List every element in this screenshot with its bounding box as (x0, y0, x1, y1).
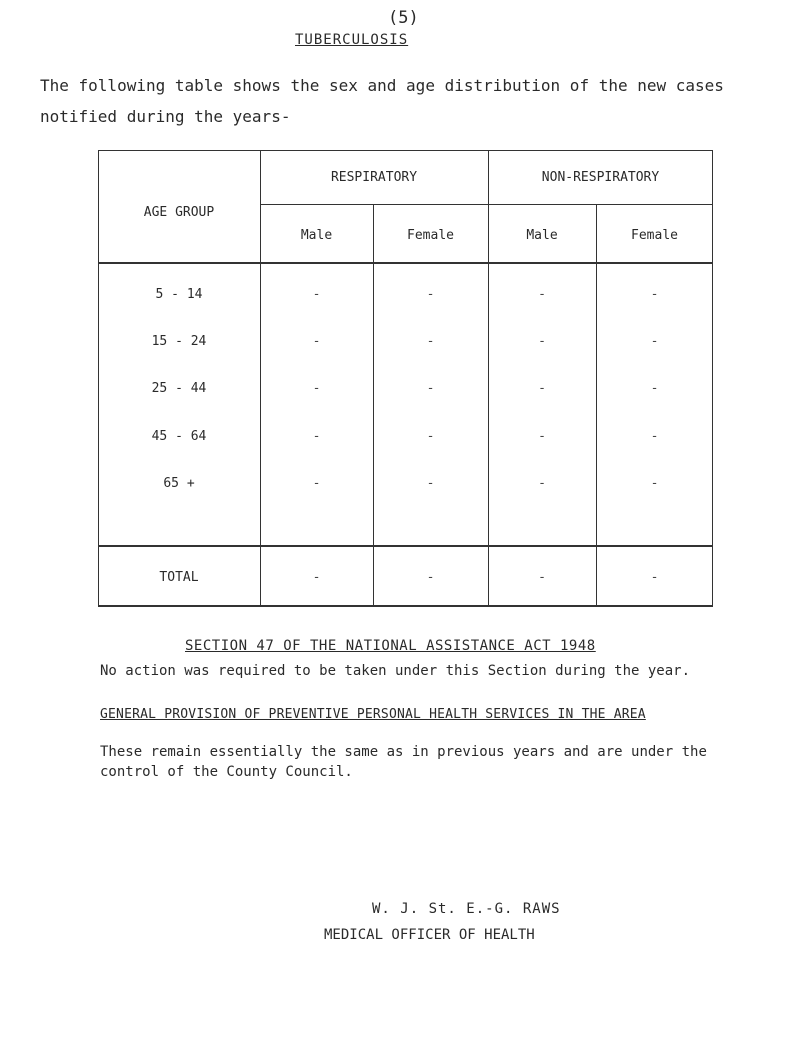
table-cell: - (312, 287, 321, 302)
total-top-line (98, 545, 713, 547)
page-number: (5) (388, 8, 419, 28)
table-cell: - (312, 476, 321, 491)
signature-title: MEDICAL OFFICER OF HEALTH (324, 927, 535, 943)
table-cell: - (650, 334, 659, 349)
table-cell: - (650, 476, 659, 491)
resp-female-header: Female (407, 228, 454, 243)
non-respiratory-header: NON-RESPIRATORY (541, 170, 660, 185)
table-cell: - (650, 381, 659, 396)
header-mid-line (260, 204, 713, 205)
table-cell: - (312, 381, 321, 396)
respiratory-header: RESPIRATORY (330, 170, 418, 185)
table-cell: - (426, 334, 435, 349)
total-cell: - (312, 570, 321, 585)
total-cell: - (538, 570, 546, 585)
header-bottom-line (98, 262, 713, 264)
age-row-label: 15 - 24 (151, 334, 207, 349)
table-cell: - (426, 429, 435, 444)
age-group-header: AGE GROUP (143, 205, 215, 220)
total-cell: - (650, 570, 659, 585)
age-row-label: 25 - 44 (151, 381, 207, 396)
table-cell: - (312, 429, 321, 444)
col-divider-4 (596, 204, 597, 606)
table-cell: - (650, 287, 659, 302)
col-divider-2 (373, 204, 374, 606)
table-cell: - (650, 429, 659, 444)
table-cell: - (538, 429, 546, 444)
general-provision-title: GENERAL PROVISION OF PREVENTIVE PERSONAL HEALTH SERVICES IN THE AREA (100, 707, 646, 722)
section47-title: SECTION 47 OF THE NATIONAL ASSISTANCE ACT 1948 (185, 638, 596, 654)
table-cell: - (538, 381, 546, 396)
table-border-right (712, 150, 713, 606)
intro-paragraph: The following table shows the sex and age distribution of the new cases notified during the years- (40, 76, 724, 126)
age-row-label: 5 - 14 (155, 287, 203, 302)
table-cell: - (426, 476, 435, 491)
table-border-bottom (98, 605, 713, 607)
col-divider-1 (260, 150, 261, 606)
section47-body: No action was required to be taken under this Section during the year. (100, 663, 691, 679)
page-heading: TUBERCULOSIS (295, 32, 409, 48)
table-cell: - (426, 287, 435, 302)
tuberculosis-table (98, 150, 713, 606)
col-divider-3 (488, 150, 489, 606)
nonresp-male-header: Male (526, 228, 558, 243)
table-cell: - (538, 334, 546, 349)
total-cell: - (426, 570, 435, 585)
signature-name: W. J. St. E.-G. RAWS (372, 901, 561, 917)
table-cell: - (538, 287, 546, 302)
table-cell: - (426, 381, 435, 396)
table-cell: - (312, 334, 321, 349)
general-provision-body: These remain essentially the same as in previous years and are under the control of the County Council. (100, 744, 707, 780)
table-cell: - (538, 476, 546, 491)
table-border-top (98, 150, 713, 151)
nonresp-female-header: Female (631, 228, 678, 243)
total-label: TOTAL (159, 570, 199, 585)
age-row-label: 45 - 64 (151, 429, 207, 444)
resp-male-header: Male (300, 228, 333, 243)
age-row-label: 65 + (163, 476, 195, 491)
